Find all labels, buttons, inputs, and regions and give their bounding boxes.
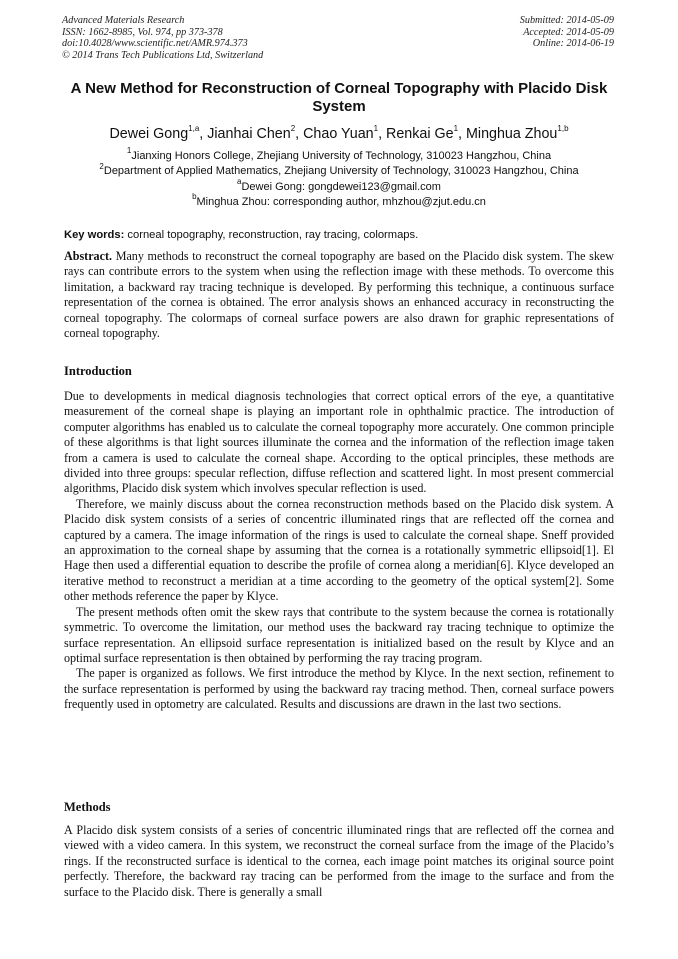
abstract-label: Abstract. <box>64 249 113 263</box>
journal-info <box>62 15 263 61</box>
abstract-text: Many methods to reconstruct the corneal topography are based on the Placido disk system. The skew rays can contribute errors to the system when using the reflection image with these methods. To overcome this limitation, a backward ray tracing technique is developed. By performing this technique, a continuous surface representation of the cornea is obtained. The error analysis shows an enhanced accuracy in reconstructing the corneal topography. The colormaps of corneal surface powers are also drawn for graphic representations of corneal topography. <box>64 249 614 341</box>
accepted-date: Accepted: 2014-05-09 <box>523 26 614 38</box>
introduction-heading: Introduction <box>64 364 132 378</box>
paragraph: Therefore, we mainly discuss about the cornea reconstruction methods based on the Placido disk system. A Placido disk system consists of a series of concentric illuminated rings that are reflected off the cornea and captured by a camera. The image information of the rings is used to calculate the corneal shape. Sneff provided an approximation to the corneal shape by assuming that the cornea is a rotationally symmetric ellipsoid[1]. El Hage then used a differential equation to describe the profile of cornea along a meridian[6]. Klyce developed an iterative method to reconstruct a meridian at a time according to the geometry of the optical system[2]. Some other methods reference the paper by Klyce. <box>64 496 614 604</box>
online-date: Online: 2014-06-19 <box>532 38 614 49</box>
affiliation: $^2$Department of Applied Mathematics, Zhejiang University of Technology, 310023 Hangzhou, China <box>99 161 579 178</box>
keywords-text: corneal topography, reconstruction, ray tracing, colormaps. <box>124 229 419 241</box>
submission-dates <box>520 15 614 50</box>
author: Minghua Zhou$^{1,b}$ <box>465 124 569 142</box>
submitted-date: Submitted: 2014-05-09 <box>519 15 614 26</box>
methods-heading: Methods <box>64 800 111 814</box>
issn-line: ISSN: 1662-8985, Vol. 974, pp 373-378 <box>62 26 223 38</box>
paragraph: Due to developments in medical diagnosis technologies that correct optical errors of the eye, a quantitative measurement of the corneal shape is playing an important role in ophthalmic practice. The introduction of computer algorithms has enabled us to calculate the corneal topography more accurately. One common principle of these algorithms is that light sources illuminate the cornea and the information of the reflection image taken from a camera is used to calculate the corneal shape. According to the optical principles, these methods are divided into three groups: specular reflection, diffuse reflection and scattered light. In most present commercial algorithms, Placido disk system which involves specular reflection is used. <box>64 389 614 496</box>
abstract <box>64 249 614 341</box>
copyright-line: © 2014 Trans Tech Publications Ltd, Switzerland <box>62 49 264 61</box>
author: Renkai Ge$^1$, <box>386 124 466 142</box>
paragraph: The paper is organized as follows. We first introduce the method by Klyce. In the next section, refinement to the surface representation is performed by using the backward ray tracing method. Then, corneal surface powers frequently used in optometry are calculated. Results and discussions are drawn in the last two sections. <box>64 666 614 712</box>
corresponding-author-email: $^b$Minghua Zhou: corresponding author, mhzhou@zjut.edu.cn <box>192 192 486 208</box>
author: Dewei Gong$^{1,a}$, <box>109 124 208 142</box>
paragraph: A Placido disk system consists of a series of concentric illuminated rings that are reflected off the cornea and viewed with a video camera. In this system, we reconstruct the corneal surface from the image of the Placido’s rings. If the reconstructed surface is identical to the cornea, each image point matches its original source point perfectly. Therefore, the backward ray tracing can be performed from the image to the surface and from the surface to the Placido disk. There is generally a small <box>64 823 614 899</box>
methods-body <box>64 823 614 900</box>
doi-line: doi:10.4028/www.scientific.net/AMR.974.373 <box>62 38 248 49</box>
paper-title: A New Method for Reconstruction of Corneal Topography with Placido Disk System <box>70 80 608 115</box>
affiliations <box>40 146 638 210</box>
paragraph: The present methods often omit the skew rays that contribute to the system because the cornea is rotationally symmetric. To overcome the limitation, our method uses the backward ray tracing technique to optimize the surface representation. An ellipsoid surface representation is initialized based on the result by Klyce and an optimal surface representation is then obtained by performing the ray tracing program. <box>64 604 614 665</box>
keywords-label: Key words: <box>64 229 125 241</box>
introduction-body <box>64 389 614 713</box>
author: Jianhai Chen$^2$, <box>207 124 304 142</box>
journal-name: Advanced Materials Research <box>62 15 185 26</box>
author-list <box>40 125 638 143</box>
author: Chao Yuan$^1$, <box>303 124 387 142</box>
author-email: $^a$Dewei Gong: gongdewei123@gmail.com <box>237 176 441 193</box>
keywords <box>64 228 614 242</box>
affiliation: $^1$Jianxing Honors College, Zhejiang University of Technology, 310023 Hangzhou, China <box>126 146 552 162</box>
